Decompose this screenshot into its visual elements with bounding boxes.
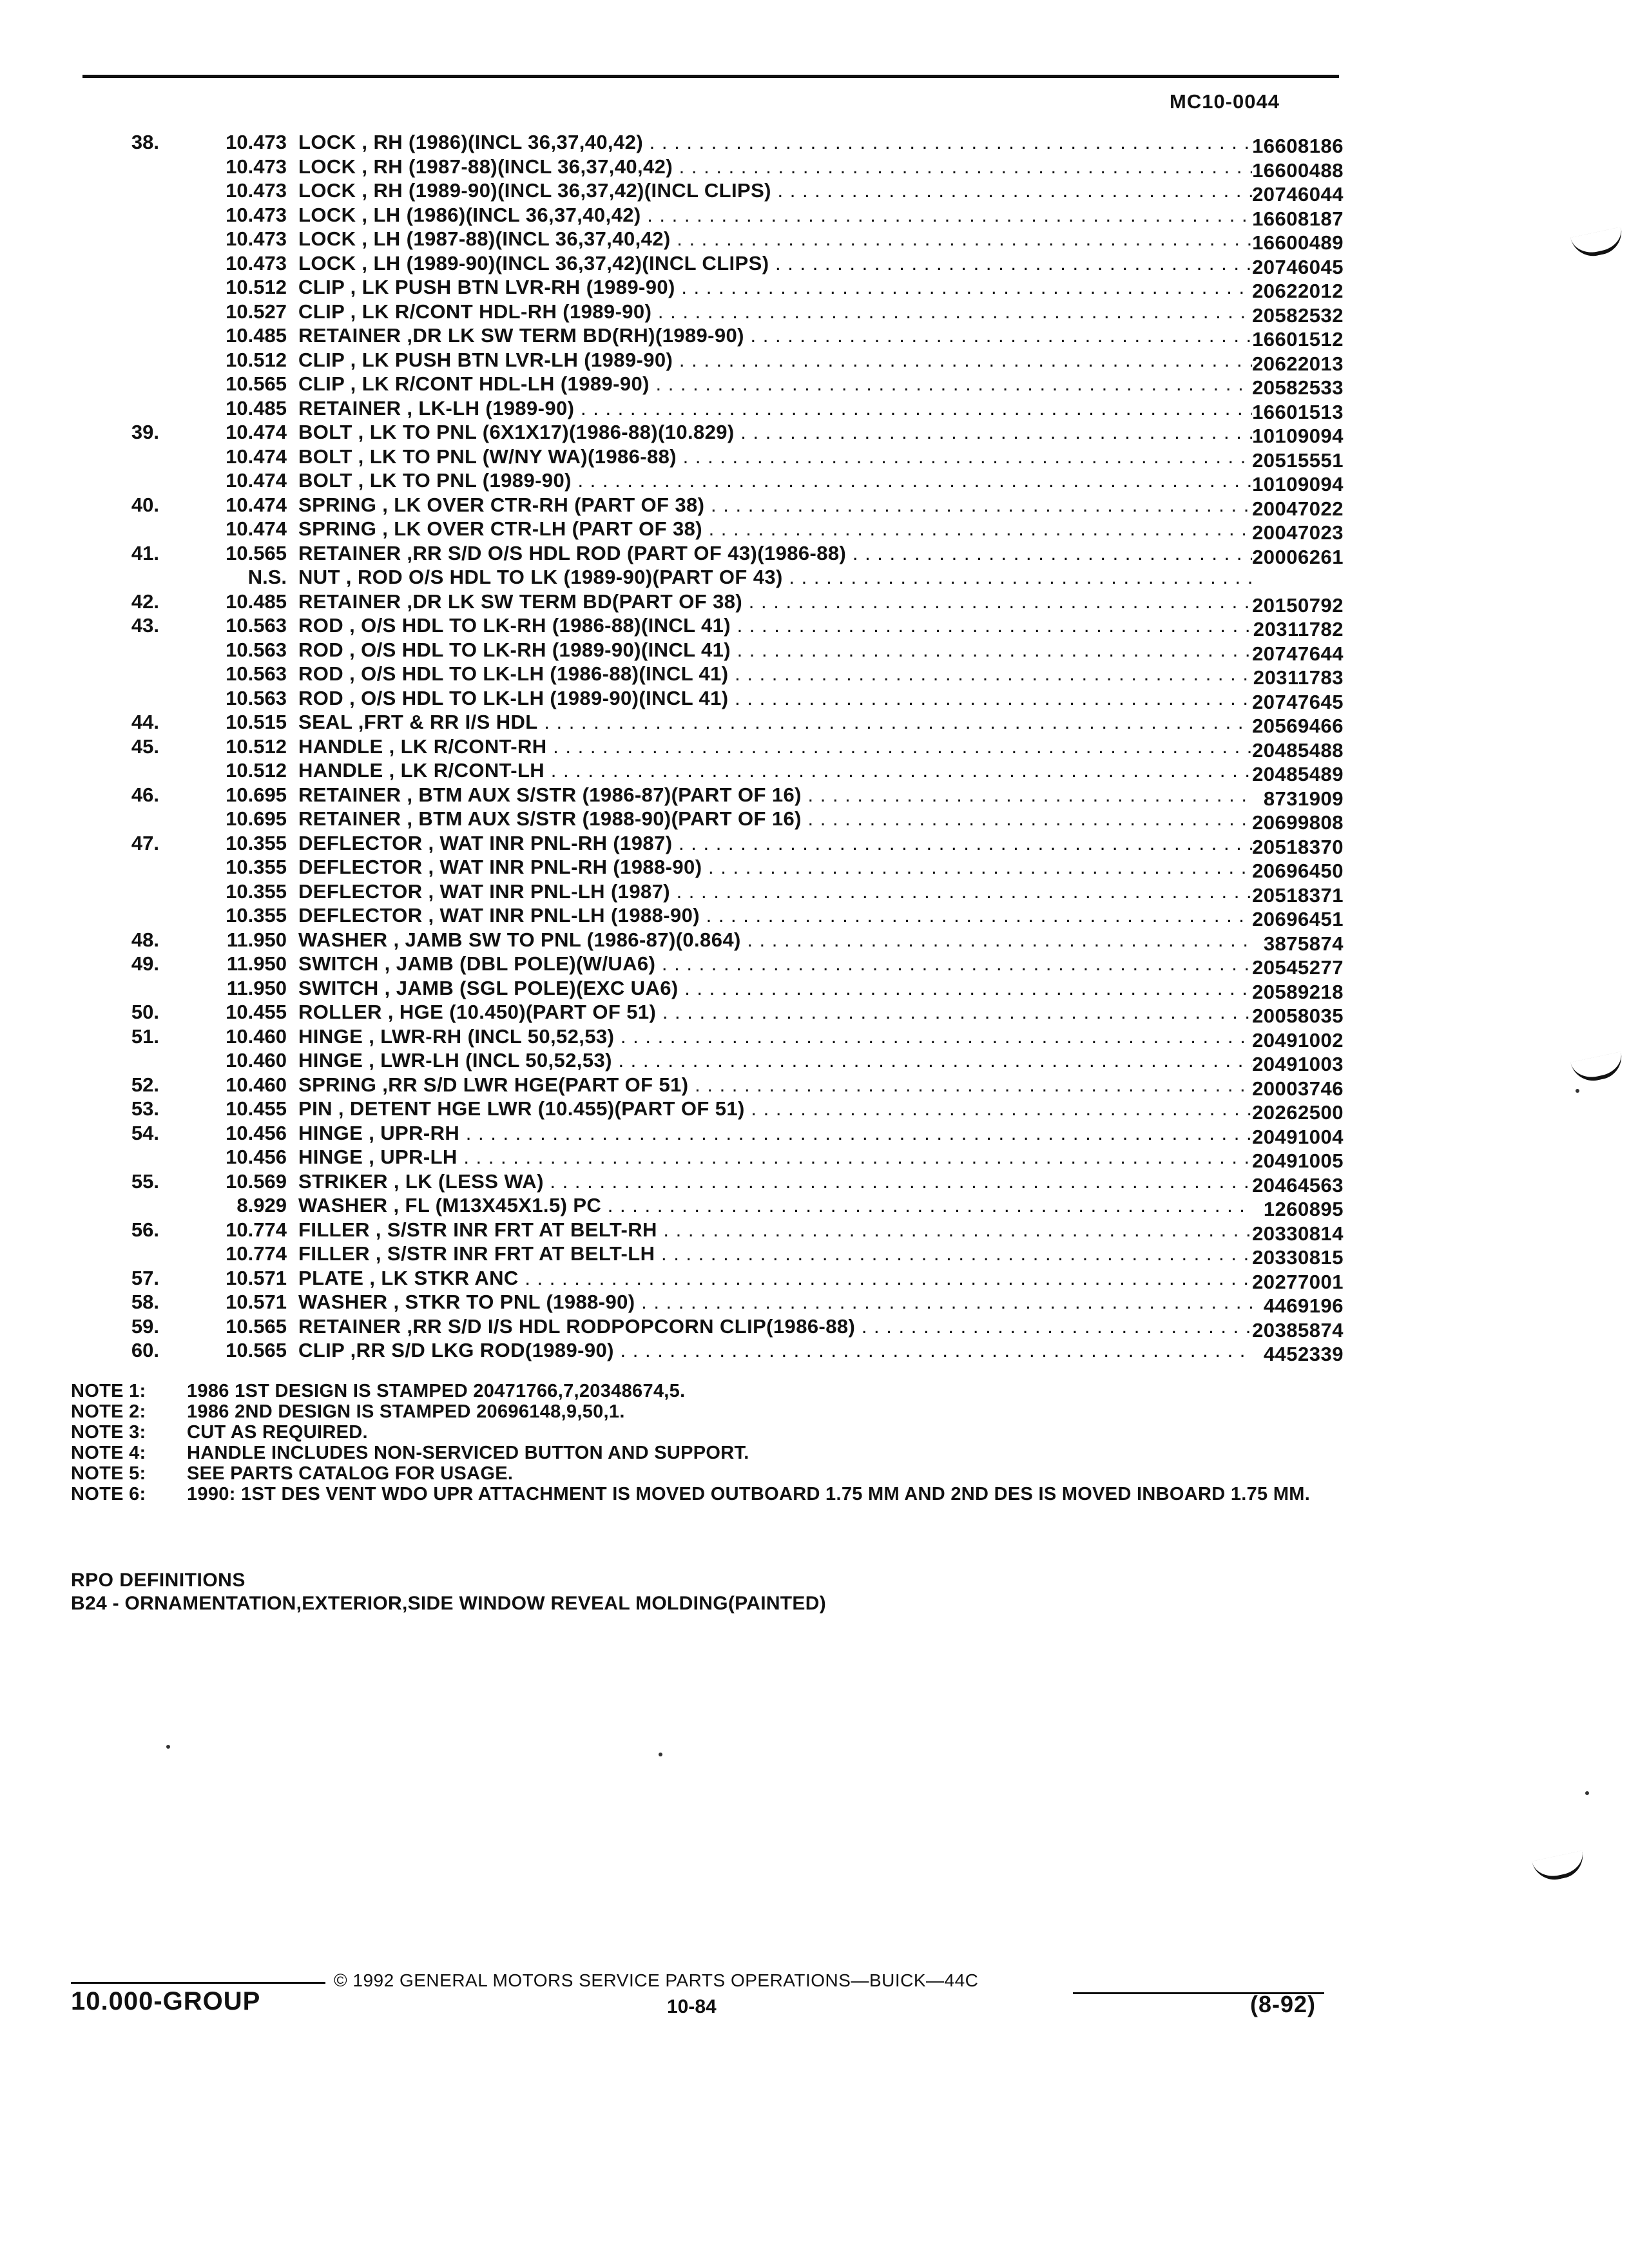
parts-row <box>71 952 1344 977</box>
part-number: 20569466 <box>1252 715 1344 737</box>
rpo-heading: RPO DEFINITIONS <box>71 1570 246 1591</box>
parts-row <box>71 1073 1344 1098</box>
part-description: RETAINER ,RR S/D I/S HDL RODPOPCORN CLIP(1986-88) . . . <box>298 1315 1252 1338</box>
ref-number: 52. <box>131 1073 159 1096</box>
group-number: 10.474 <box>226 469 287 492</box>
part-number: 4469196 <box>1263 1294 1344 1317</box>
note-label: NOTE 4: <box>71 1443 146 1463</box>
footer-group: 10.000-GROUP <box>71 1987 261 2015</box>
part-description: PIN , DETENT HGE LWR (10.455)(PART OF 51) . . . <box>298 1097 1252 1120</box>
group-number: 10.512 <box>226 348 287 371</box>
parts-row <box>71 711 1344 735</box>
binder-tick-mark <box>1570 1052 1626 1085</box>
part-description: HINGE , UPR-RH . . . <box>298 1122 1252 1145</box>
group-number: 10.565 <box>226 1314 287 1338</box>
part-description: FILLER , S/STR INR FRT AT BELT-LH . . . <box>298 1242 1252 1265</box>
group-number: 10.512 <box>226 735 287 758</box>
ref-number: 58. <box>131 1291 159 1313</box>
parts-row <box>71 204 1344 228</box>
parts-row <box>71 1001 1344 1025</box>
part-number: 20491005 <box>1252 1149 1344 1172</box>
group-number: 10.473 <box>226 131 287 153</box>
notes-section <box>71 1381 1327 1504</box>
ref-number: 59. <box>131 1314 159 1338</box>
group-number: 10.563 <box>226 638 287 661</box>
ref-number: 54. <box>131 1121 159 1144</box>
group-number: 10.563 <box>226 614 287 637</box>
parts-row <box>71 131 1344 155</box>
scan-speck <box>166 1745 170 1749</box>
group-number: 11.950 <box>226 928 287 951</box>
ref-number: 42. <box>131 590 159 613</box>
group-number: 10.565 <box>226 372 287 395</box>
group-number: 10.774 <box>226 1218 287 1241</box>
parts-row <box>71 639 1344 663</box>
part-number: 16608186 <box>1252 135 1344 157</box>
parts-row <box>71 494 1344 518</box>
part-number: 20699808 <box>1252 811 1344 834</box>
part-number: 20464563 <box>1252 1173 1344 1196</box>
part-description: HANDLE , LK R/CONT-RH . . . <box>298 735 1252 758</box>
group-number: 10.695 <box>226 807 287 830</box>
part-description: SWITCH , JAMB (DBL POLE)(W/UA6) . . . <box>298 952 1252 975</box>
parts-row <box>71 1025 1344 1050</box>
group-number: 10.774 <box>226 1242 287 1265</box>
parts-row <box>71 1339 1344 1363</box>
part-description: WASHER , STKR TO PNL (1988-90) . . . <box>298 1291 1252 1314</box>
part-description: CLIP , LK PUSH BTN LVR-RH (1989-90) . . . <box>298 276 1252 299</box>
part-number: 20515551 <box>1252 448 1344 472</box>
group-number: 10.512 <box>226 276 287 298</box>
part-description: CLIP , LK R/CONT HDL-LH (1989-90) . . . <box>298 372 1252 396</box>
part-description: HINGE , UPR-LH . . . <box>298 1146 1252 1169</box>
group-number: 10.563 <box>226 662 287 685</box>
note-row <box>71 1463 1327 1484</box>
part-description: HINGE , LWR-LH (INCL 50,52,53) . . . <box>298 1049 1252 1072</box>
ref-number: 56. <box>131 1218 159 1241</box>
parts-row <box>71 1097 1344 1122</box>
note-label: NOTE 3: <box>71 1422 146 1443</box>
ref-number: 49. <box>131 952 159 975</box>
parts-row <box>71 566 1344 590</box>
parts-row <box>71 590 1344 615</box>
parts-row <box>71 1291 1344 1315</box>
group-number: 10.473 <box>226 227 287 250</box>
part-description: BOLT , LK TO PNL (W/NY WA)(1986-88) . . . <box>298 445 1252 468</box>
note-label: NOTE 1: <box>71 1381 146 1401</box>
parts-row <box>71 662 1344 687</box>
part-number: 10109094 <box>1252 425 1344 447</box>
ref-number: 39. <box>131 421 159 443</box>
group-number: 10.456 <box>226 1121 287 1144</box>
ref-number: 46. <box>131 783 159 806</box>
part-description: ROLLER , HGE (10.450)(PART OF 51) . . . <box>298 1001 1252 1024</box>
note-text: HANDLE INCLUDES NON-SERVICED BUTTON AND SUPPORT. <box>187 1443 749 1463</box>
group-number: 10.460 <box>226 1049 287 1072</box>
scan-speck <box>1585 1791 1589 1795</box>
part-number: 20058035 <box>1252 1004 1344 1027</box>
footer-copyright: © 1992 GENERAL MOTORS SERVICE PARTS OPERATIONS—BUICK—44C <box>334 1970 979 1990</box>
group-number: 10.456 <box>226 1146 287 1168</box>
part-number: 20746044 <box>1252 183 1344 206</box>
part-number: 20491003 <box>1252 1053 1344 1075</box>
note-label: NOTE 6: <box>71 1484 146 1504</box>
parts-row <box>71 517 1344 542</box>
part-number: 20485488 <box>1252 738 1344 762</box>
part-number: 16600488 <box>1252 159 1344 182</box>
ref-number: 38. <box>131 131 159 153</box>
parts-row <box>71 856 1344 880</box>
ref-number: 45. <box>131 735 159 758</box>
parts-row <box>71 300 1344 325</box>
part-description: RETAINER , BTM AUX S/STR (1986-87)(PART OF 16) . . . <box>298 783 1252 807</box>
parts-row <box>71 324 1344 349</box>
part-description: STRIKER , LK (LESS WA) . . . <box>298 1170 1252 1193</box>
part-number: 20491004 <box>1252 1125 1344 1148</box>
note-row <box>71 1484 1327 1504</box>
group-number: 10.355 <box>226 856 287 878</box>
parts-row <box>71 880 1344 905</box>
part-description: LOCK , RH (1987-88)(INCL 36,37,40,42) . . . <box>298 155 1252 178</box>
parts-list <box>71 131 1344 1363</box>
parts-row <box>71 542 1344 566</box>
note-text: SEE PARTS CATALOG FOR USAGE. <box>187 1463 514 1484</box>
parts-row <box>71 155 1344 180</box>
parts-row <box>71 1242 1344 1267</box>
group-number: 10.563 <box>226 686 287 709</box>
parts-row <box>71 1267 1344 1291</box>
note-label: NOTE 2: <box>71 1401 146 1422</box>
part-number: 20622012 <box>1252 280 1344 302</box>
part-description: CLIP , LK PUSH BTN LVR-LH (1989-90) . . . <box>298 349 1252 372</box>
parts-row <box>71 397 1344 421</box>
parts-row <box>71 1049 1344 1073</box>
part-number: 20491002 <box>1252 1028 1344 1052</box>
part-description: ROD , O/S HDL TO LK-LH (1989-90)(INCL 41) . . . <box>298 687 1252 710</box>
part-number: 20003746 <box>1252 1077 1344 1100</box>
part-description: NUT , ROD O/S HDL TO LK (1989-90)(PART OF 43) . . . <box>298 566 1252 589</box>
group-number: 10.473 <box>226 251 287 274</box>
part-number: 20747645 <box>1252 690 1344 713</box>
parts-row <box>71 977 1344 1001</box>
ref-number: 47. <box>131 831 159 854</box>
parts-row <box>71 614 1344 639</box>
part-description: SEAL ,FRT & RR I/S HDL . . . <box>298 711 1252 734</box>
part-number: 20277001 <box>1252 1270 1344 1293</box>
footer-date: (8-92) <box>1250 1991 1316 2017</box>
part-description: CLIP ,RR S/D LKG ROD(1989-90) . . . <box>298 1339 1252 1362</box>
group-number: 8.929 <box>236 1194 287 1216</box>
part-number: 16601512 <box>1252 328 1344 351</box>
group-number: 10.355 <box>226 879 287 903</box>
rpo-definition: B24 - ORNAMENTATION,EXTERIOR,SIDE WINDOW REVEAL MOLDING(PAINTED) <box>71 1593 826 1614</box>
part-description: LOCK , RH (1989-90)(INCL 36,37,42)(INCL CLIPS) . . . <box>298 179 1252 202</box>
group-number: 10.571 <box>226 1266 287 1289</box>
part-number: 10109094 <box>1252 473 1344 495</box>
part-description: LOCK , RH (1986)(INCL 36,37,40,42) . . . <box>298 131 1252 154</box>
part-number: 1260895 <box>1263 1198 1344 1220</box>
part-number: 20696451 <box>1252 908 1344 930</box>
group-number: 10.515 <box>226 711 287 733</box>
part-description: SPRING , LK OVER CTR-RH (PART OF 38) . . . <box>298 494 1252 517</box>
ref-number: 48. <box>131 928 159 951</box>
parts-row <box>71 1194 1344 1218</box>
part-number: 20385874 <box>1252 1318 1344 1341</box>
top-rule <box>82 75 1339 78</box>
group-number: N.S. <box>247 566 287 588</box>
group-number: 10.355 <box>226 831 287 854</box>
part-description: BOLT , LK TO PNL (1989-90) . . . <box>298 469 1252 492</box>
parts-row <box>71 276 1344 300</box>
group-number: 10.474 <box>226 445 287 468</box>
part-description: HINGE , LWR-RH (INCL 50,52,53) . . . <box>298 1025 1252 1048</box>
note-row <box>71 1422 1327 1443</box>
part-number: 20006261 <box>1252 545 1344 568</box>
part-description: RETAINER ,RR S/D O/S HDL ROD (PART OF 43)(1986-88) . . . <box>298 542 1252 565</box>
part-description: LOCK , LH (1989-90)(INCL 36,37,42)(INCL CLIPS) . . . <box>298 252 1252 275</box>
note-label: NOTE 5: <box>71 1463 146 1484</box>
parts-row <box>71 1170 1344 1195</box>
parts-row <box>71 687 1344 711</box>
note-row <box>71 1443 1327 1463</box>
ref-number: 44. <box>131 711 159 733</box>
part-description: WASHER , FL (M13X45X1.5) PC . . . <box>298 1194 1252 1217</box>
parts-row <box>71 1122 1344 1146</box>
group-number: 10.473 <box>226 203 287 226</box>
document-code: MC10-0044 <box>1170 90 1280 113</box>
part-number: 20582533 <box>1252 376 1344 399</box>
group-number: 10.569 <box>226 1169 287 1193</box>
part-number: 20262500 <box>1252 1101 1344 1124</box>
part-description: WASHER , JAMB SW TO PNL (1986-87)(0.864) . . . <box>298 928 1252 952</box>
part-number: 20330815 <box>1252 1246 1344 1269</box>
scan-speck <box>659 1753 662 1756</box>
part-number: 20047022 <box>1252 497 1344 520</box>
part-description: ROD , O/S HDL TO LK-RH (1986-88)(INCL 41) . . . <box>298 614 1252 637</box>
parts-row <box>71 372 1344 397</box>
note-text: 1986 2ND DESIGN IS STAMPED 20696148,9,50,1. <box>187 1401 625 1422</box>
part-number: 20747644 <box>1252 642 1344 665</box>
ref-number: 41. <box>131 541 159 564</box>
part-number: 20485489 <box>1252 763 1344 785</box>
group-number: 10.474 <box>226 517 287 540</box>
part-description: LOCK , LH (1986)(INCL 36,37,40,42) . . . <box>298 204 1252 227</box>
parts-row <box>71 904 1344 928</box>
parts-row <box>71 421 1344 445</box>
note-text: CUT AS REQUIRED. <box>187 1422 368 1443</box>
part-number: 20582532 <box>1252 303 1344 327</box>
parts-row <box>71 807 1344 832</box>
group-number: 10.571 <box>226 1291 287 1313</box>
part-number: 16600489 <box>1252 231 1344 254</box>
note-text: 1986 1ST DESIGN IS STAMPED 20471766,7,20348674,5. <box>187 1381 686 1401</box>
group-number: 10.512 <box>226 759 287 782</box>
parts-row <box>71 349 1344 373</box>
part-number: 16608187 <box>1252 207 1344 230</box>
part-number: 20589218 <box>1252 980 1344 1003</box>
part-description: HANDLE , LK R/CONT-LH . . . <box>298 759 1252 782</box>
part-number: 20746045 <box>1252 255 1344 278</box>
part-number: 4452339 <box>1263 1343 1344 1365</box>
parts-row <box>71 469 1344 494</box>
part-description: BOLT , LK TO PNL (6X1X17)(1986-88)(10.829) . . . <box>298 421 1252 444</box>
group-number: 10.485 <box>226 324 287 347</box>
part-description: PLATE , LK STKR ANC . . . <box>298 1267 1252 1290</box>
note-row <box>71 1381 1327 1401</box>
part-description: RETAINER , BTM AUX S/STR (1988-90)(PART OF 16) . . . <box>298 807 1252 831</box>
parts-row <box>71 832 1344 856</box>
group-number: 10.355 <box>226 904 287 927</box>
part-number: 3875874 <box>1263 932 1344 955</box>
parts-row <box>71 759 1344 783</box>
part-description: ROD , O/S HDL TO LK-RH (1989-90)(INCL 41) . . . <box>298 639 1252 662</box>
group-number: 10.455 <box>226 1097 287 1120</box>
ref-number: 50. <box>131 1001 159 1023</box>
part-description: CLIP , LK R/CONT HDL-RH (1989-90) . . . <box>298 300 1252 323</box>
part-number: 20311782 <box>1253 618 1344 640</box>
parts-row <box>71 227 1344 252</box>
group-number: 10.527 <box>226 300 287 323</box>
part-number: 20518370 <box>1252 835 1344 858</box>
part-number: 20622013 <box>1252 352 1344 375</box>
parts-row <box>71 1315 1344 1340</box>
parts-row <box>71 735 1344 760</box>
ref-number: 57. <box>131 1266 159 1289</box>
ref-number: 43. <box>131 614 159 637</box>
group-number: 10.695 <box>226 783 287 806</box>
binder-tick-mark <box>1570 227 1626 260</box>
parts-row <box>71 928 1344 953</box>
note-text: 1990: 1ST DES VENT WDO UPR ATTACHMENT IS MOVED OUTBOARD 1.75 MM AND 2ND DES IS MOVED INBOARD 1.75 MM. <box>187 1484 1311 1504</box>
parts-row <box>71 1218 1344 1243</box>
ref-number: 53. <box>131 1097 159 1120</box>
part-description: FILLER , S/STR INR FRT AT BELT-RH . . . <box>298 1218 1252 1242</box>
part-description: DEFLECTOR , WAT INR PNL-LH (1987) . . . <box>298 880 1252 903</box>
parts-row <box>71 1146 1344 1170</box>
group-number: 10.565 <box>226 541 287 564</box>
ref-number: 51. <box>131 1024 159 1048</box>
part-description: RETAINER ,DR LK SW TERM BD(PART OF 38) . . . <box>298 590 1252 613</box>
footer-page-number: 10-84 <box>667 1996 717 2017</box>
ref-number: 40. <box>131 493 159 516</box>
group-number: 10.455 <box>226 1001 287 1023</box>
part-description: SPRING , LK OVER CTR-LH (PART OF 38) . . . <box>298 517 1252 541</box>
group-number: 10.565 <box>226 1339 287 1361</box>
part-number: 20330814 <box>1252 1222 1344 1245</box>
part-number: 20311783 <box>1253 666 1344 689</box>
part-number: 20696450 <box>1252 860 1344 882</box>
group-number: 10.485 <box>226 396 287 419</box>
part-description: SPRING ,RR S/D LWR HGE(PART OF 51) . . . <box>298 1073 1252 1097</box>
part-number: 20545277 <box>1252 956 1344 979</box>
part-description: ROD , O/S HDL TO LK-LH (1986-88)(INCL 41) . . . <box>298 662 1252 686</box>
part-description: SWITCH , JAMB (SGL POLE)(EXC UA6) . . . <box>298 977 1252 1000</box>
group-number: 10.474 <box>226 421 287 443</box>
part-number: 20047023 <box>1252 521 1344 544</box>
parts-row <box>71 179 1344 204</box>
binder-tick-mark <box>1532 1850 1587 1884</box>
part-description: RETAINER ,DR LK SW TERM BD(RH)(1989-90) . . . <box>298 324 1252 347</box>
ref-number: 60. <box>131 1339 159 1361</box>
parts-row <box>71 445 1344 470</box>
note-row <box>71 1401 1327 1422</box>
part-number: 16601513 <box>1252 400 1344 423</box>
group-number: 10.474 <box>226 493 287 516</box>
scan-speck <box>1576 1089 1579 1093</box>
group-number: 10.460 <box>226 1024 287 1048</box>
group-number: 10.473 <box>226 179 287 202</box>
group-number: 11.950 <box>226 976 287 999</box>
part-description: DEFLECTOR , WAT INR PNL-RH (1988-90) . . . <box>298 856 1252 879</box>
part-number: 8731909 <box>1263 787 1344 810</box>
ref-number: 55. <box>131 1169 159 1193</box>
group-number: 11.950 <box>226 952 287 975</box>
part-description: DEFLECTOR , WAT INR PNL-LH (1988-90) . . . <box>298 904 1252 927</box>
part-description: LOCK , LH (1987-88)(INCL 36,37,40,42) . . . <box>298 227 1252 251</box>
group-number: 10.473 <box>226 155 287 178</box>
part-description: DEFLECTOR , WAT INR PNL-RH (1987) . . . <box>298 832 1252 855</box>
part-number: 20150792 <box>1252 593 1344 617</box>
parts-row <box>71 252 1344 276</box>
part-number: 20518371 <box>1252 883 1344 907</box>
part-description: RETAINER , LK-LH (1989-90) . . . <box>298 397 1252 420</box>
group-number: 10.485 <box>226 590 287 613</box>
parts-row <box>71 783 1344 808</box>
group-number: 10.460 <box>226 1073 287 1096</box>
footer-rule-left <box>71 1982 325 1984</box>
